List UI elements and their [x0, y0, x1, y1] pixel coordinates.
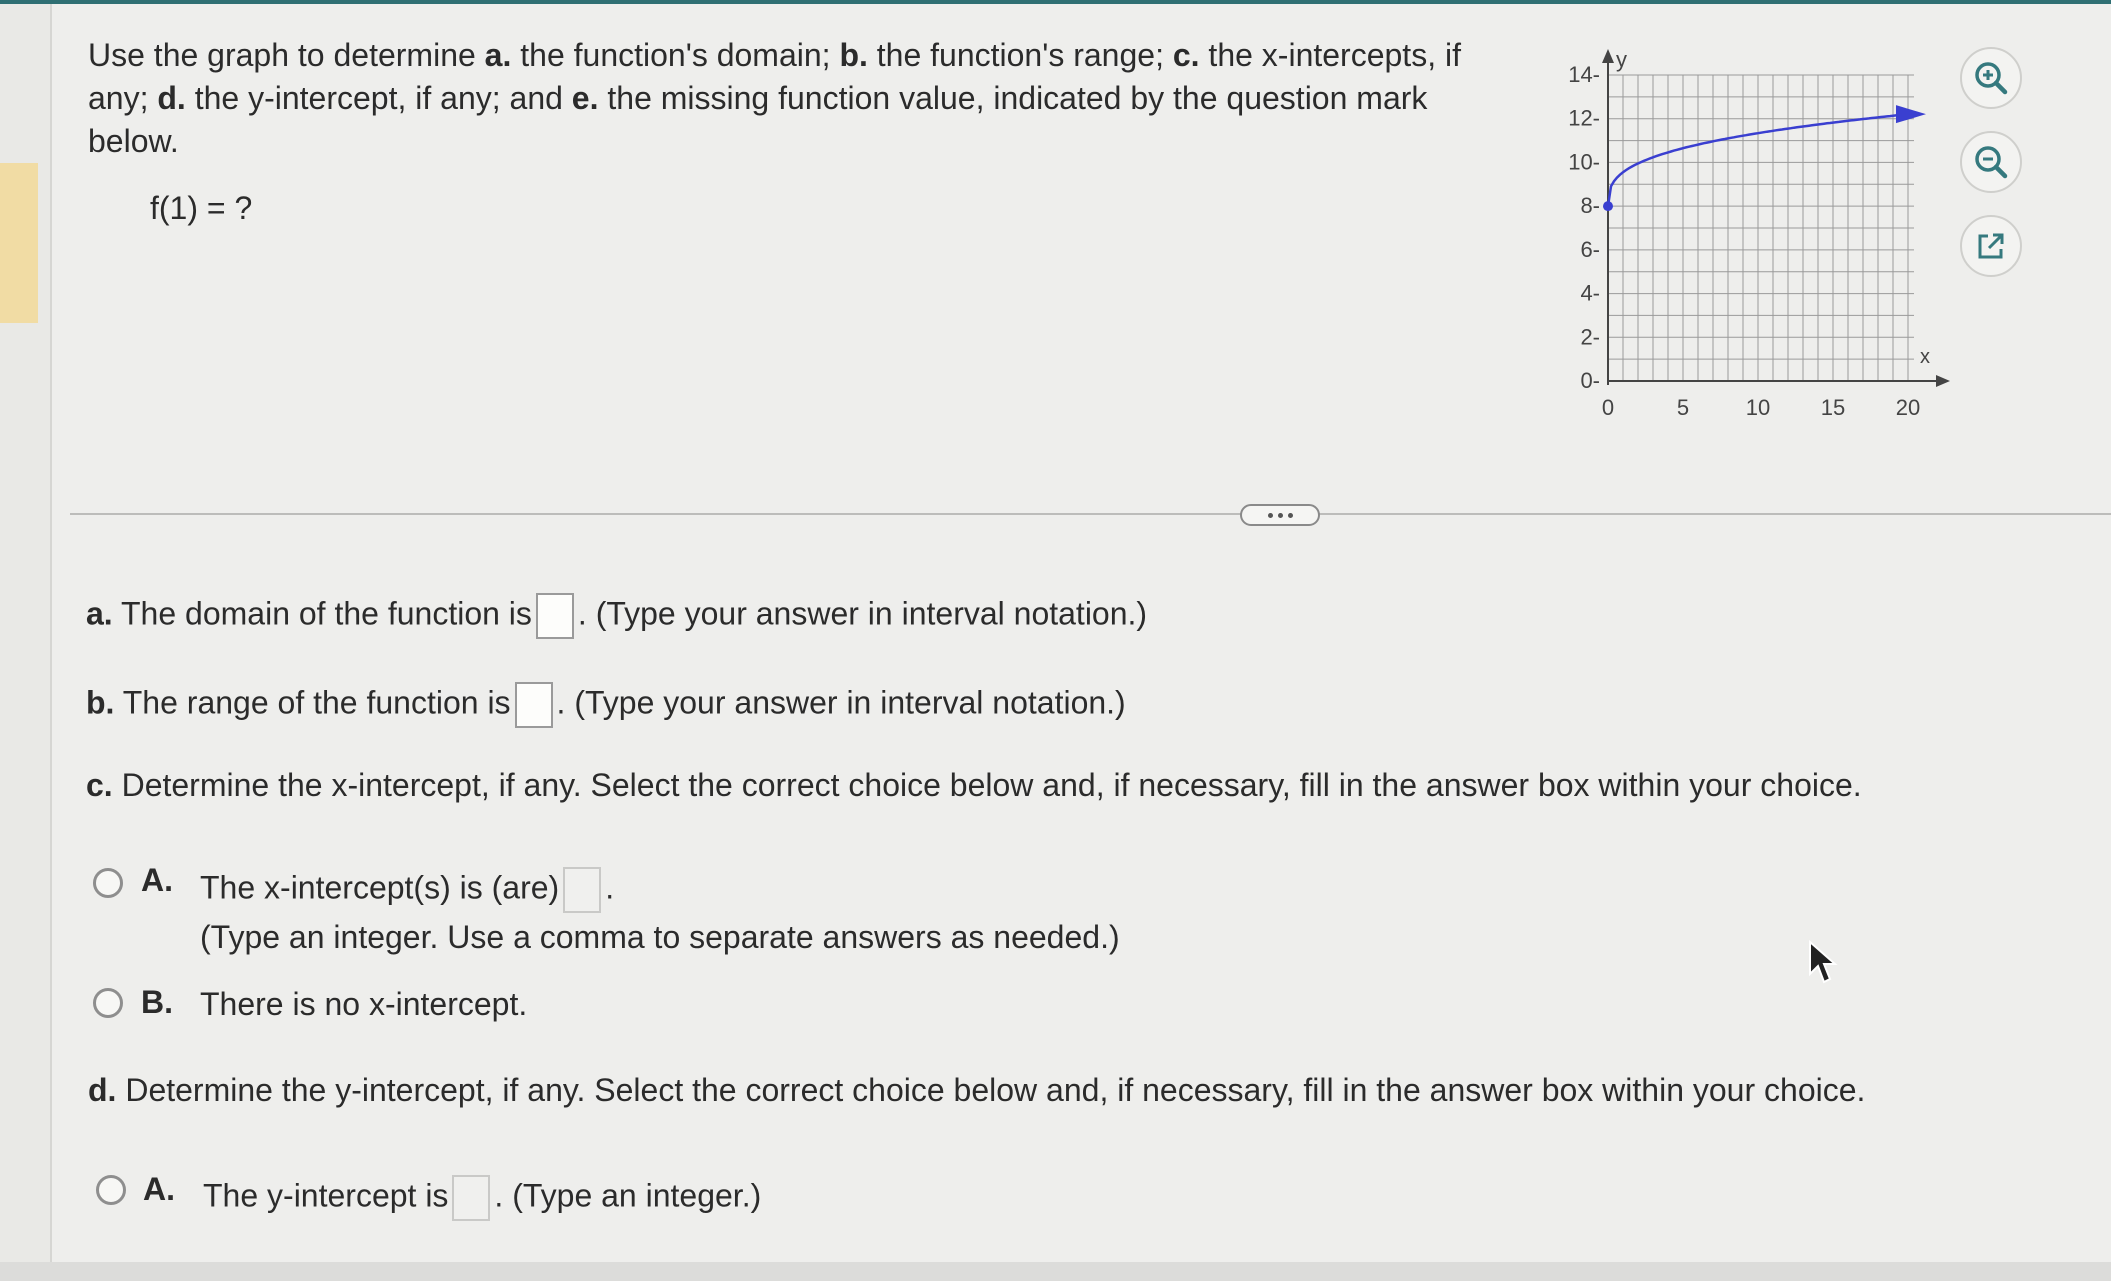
y-axis-arrow — [1602, 49, 1614, 63]
question-letter-a: a. — [484, 37, 512, 73]
expand-more-button[interactable] — [1240, 504, 1320, 526]
x-tick-label: 10 — [1745, 395, 1771, 420]
x-intercept-answer-box[interactable] — [563, 867, 601, 913]
x-intercept-choice-a-text: The x-intercept(s) is (are) — [200, 869, 560, 906]
left-accent-strip — [0, 163, 38, 323]
part-c-instructions: Determine the x-intercept, if any. Select the correct choice below and, if necessary, fill in the answer box within your choice. — [121, 767, 1862, 803]
y-intercept-choice-a-hint: . (Type an integer.) — [494, 1177, 762, 1214]
part-d-instructions: Determine the y-intercept, if any. Select the correct choice below and, if necessary, fill in the answer box within your choice. — [125, 1072, 1866, 1108]
y-tick-label: 6- — [1580, 236, 1600, 262]
x-intercept-choice-a-hint: (Type an integer. Use a comma to separate answers as needed.) — [200, 919, 1120, 955]
y-tick-label: 4- — [1580, 280, 1600, 306]
curve-start-point — [1603, 201, 1613, 211]
x-tick-label: 0 — [1601, 395, 1615, 420]
zoom-in-button[interactable] — [1960, 47, 2022, 109]
part-a-row — [86, 593, 1147, 639]
y-axis-label: y — [1616, 47, 1627, 72]
question-letter-e: e. — [571, 80, 599, 116]
y-tick-label: 8- — [1580, 193, 1600, 219]
dot-icon — [1278, 513, 1283, 518]
part-a-text: The domain of the function is — [121, 595, 532, 632]
y-tick-labels — [1568, 62, 1600, 393]
dot-icon — [1268, 513, 1273, 518]
x-axis-arrow — [1936, 375, 1950, 387]
part-a-letter: a. — [86, 595, 113, 632]
mouse-cursor-icon — [1808, 940, 1838, 986]
zoom-out-icon — [1971, 142, 2011, 182]
x-intercept-choice-b-letter: B. — [141, 984, 173, 1020]
x-intercept-choice-b-text: There is no x-intercept. — [200, 986, 528, 1022]
y-tick-label: 10- — [1568, 149, 1600, 175]
part-d-row — [88, 1070, 1865, 1110]
part-b-letter: b. — [86, 684, 115, 721]
missing-value-expression: f(1) = ? — [150, 190, 253, 226]
x-intercept-choice-a — [200, 867, 614, 913]
x-intercept-choice-a-radio[interactable] — [93, 868, 123, 898]
popout-button[interactable] — [1960, 215, 2022, 277]
part-a-hint: . (Type your answer in interval notation.) — [577, 595, 1148, 632]
x-axis-label: x — [1920, 346, 1930, 368]
popout-icon — [1973, 228, 2009, 264]
question-text-part: the function's range; — [867, 37, 1173, 73]
x-tick-label: 5 — [1676, 395, 1690, 420]
part-c-letter: c. — [86, 767, 113, 803]
y-intercept-choice-a-radio[interactable] — [96, 1175, 126, 1205]
y-tick-label: 14- — [1568, 62, 1600, 87]
y-tick-label: 0- — [1580, 368, 1600, 393]
x-tick-labels — [1602, 395, 1920, 420]
zoom-in-icon — [1971, 58, 2011, 98]
question-text-part: the function's domain; — [511, 37, 840, 73]
part-d-letter: d. — [88, 1072, 117, 1108]
range-answer-box[interactable] — [515, 682, 553, 728]
function-graph — [1550, 45, 1970, 425]
question-text-part: the y-intercept, if any; and — [185, 80, 572, 116]
part-b-text: The range of the function is — [122, 684, 511, 721]
bottom-bar — [0, 1262, 2111, 1281]
x-tick-label: 15 — [1820, 395, 1846, 420]
x-tick-label: 20 — [1895, 395, 1921, 420]
part-b-row — [86, 682, 1126, 728]
x-intercept-choice-a-letter: A. — [141, 862, 173, 898]
window-top-border — [0, 0, 2111, 4]
y-intercept-answer-box[interactable] — [452, 1175, 490, 1221]
question-text — [88, 34, 1518, 163]
section-divider — [70, 513, 2111, 515]
part-c-row — [86, 765, 1862, 805]
domain-answer-box[interactable] — [536, 593, 574, 639]
question-letter-d: d. — [157, 80, 186, 116]
x-intercept-period: . — [605, 869, 615, 906]
graph-grid — [1608, 75, 1914, 381]
question-letter-b: b. — [839, 37, 868, 73]
zoom-out-button[interactable] — [1960, 131, 2022, 193]
question-text-part: Use the graph to determine — [88, 37, 485, 73]
y-tick-label: 12- — [1568, 105, 1600, 131]
y-intercept-choice-a — [203, 1175, 761, 1221]
part-b-hint: . (Type your answer in interval notation.) — [556, 684, 1126, 721]
question-text-part: the missing function value, indicated by the question mark below. — [88, 80, 1428, 159]
question-letter-c: c. — [1172, 37, 1200, 73]
x-intercept-choice-b-radio[interactable] — [93, 988, 123, 1018]
y-tick-label: 2- — [1580, 324, 1600, 350]
y-intercept-choice-a-letter: A. — [143, 1171, 175, 1207]
y-intercept-choice-a-text: The y-intercept is — [203, 1177, 449, 1214]
dot-icon — [1288, 513, 1293, 518]
question-text-part: the x-intercepts, if any; — [88, 37, 1461, 116]
curve-end-arrow — [1896, 105, 1926, 123]
